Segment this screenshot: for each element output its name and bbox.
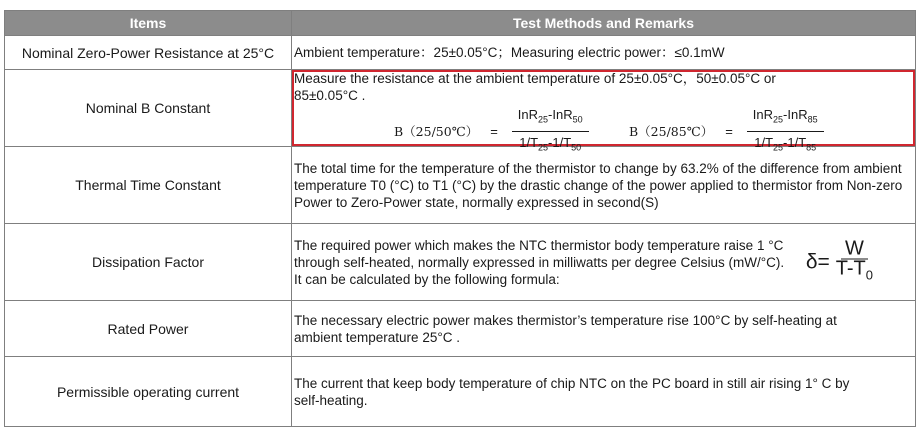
table-row [5,70,916,147]
remark-cell-dissipation [292,224,916,301]
item-cell: Rated Power [5,301,292,357]
dissipation-formula [805,237,877,284]
table-row [5,301,916,357]
table-row [5,357,916,427]
num-sub: 50 [572,114,583,125]
item-cell: Dissipation Factor [5,224,292,301]
numerator: W [841,241,868,260]
numerator [747,106,824,132]
den-sub: 0 [865,267,873,283]
den-sub: 85 [806,142,817,153]
header-methods: Test Methods and Remarks [292,11,916,36]
remark-cell-b-constant [292,70,916,153]
specifications-table [4,10,916,427]
den-term: 1/T [754,134,774,150]
num-term: InR [752,107,774,122]
remark-text: The necessary electric power makes thermistor’s temperature rise 100°C by self-heating at ambient temperature 25°C . [294,312,837,345]
equals-sign: = [725,123,733,139]
num-sub: 25 [773,114,784,125]
item-cell: Nominal Zero-Power Resistance at 25°C [5,36,292,70]
num-term: -InR [783,107,808,122]
remark-text: The current that keep body temperature of chip NTC on the PC board in still air rising 1° C by self-heating. [294,375,850,408]
den-term: 1/T [519,134,539,150]
b-constant-formulas [294,106,915,153]
table-row [5,36,916,70]
num-sub: 85 [807,114,818,125]
item-cell: Nominal B Constant [5,70,292,147]
den-sub: 25 [538,142,549,153]
header-row [5,11,916,36]
den-sub: 50 [571,142,582,153]
formula-label: B（25/85℃） [629,123,714,139]
den-term: -1/T [548,134,572,150]
denominator [832,257,877,284]
den-sub: 25 [773,142,784,153]
den-term: -1/T [783,134,807,150]
table-row [5,147,916,224]
delta-symbol: δ= [805,250,830,274]
remark-cell: Ambient temperature：25±0.05°C；Measuring electric power：≤0.1mW [292,36,916,70]
item-cell: Permissible operating current [5,357,292,427]
remark-cell: The total time for the temperature of the thermistor to change by 63.2% of the difference from ambient temperature T0 (°C) to T1 (°C) by the drastic change of the power applied to thermistor from Non-zero Power to Zero-Power state, normally expressed in second(S) [292,147,916,224]
remark-text: Measure the resistance at the ambient temperature of 25±0.05°C，50±0.05°C or 85±0.05°C . [294,71,776,103]
item-cell: Thermal Time Constant [5,147,292,224]
den-term: T-T [835,257,866,280]
remark-cell [292,301,916,357]
equals-sign: = [490,123,498,139]
num-term: -InR [548,107,573,122]
remark-cell [292,357,916,427]
num-term: InR [517,107,539,122]
fraction [832,237,877,284]
header-items: Items [5,11,292,36]
formula-label: B（25/50℃） [394,123,479,139]
numerator [512,106,589,132]
table-row [5,224,916,301]
remark-text: The required power which makes the NTC thermistor body temperature raise 1 °C through self-heated, normally expressed in milliwatts per degree Celsius (mW/°C). It can be calculated by the following formula: [294,237,785,287]
num-sub: 25 [538,114,549,125]
